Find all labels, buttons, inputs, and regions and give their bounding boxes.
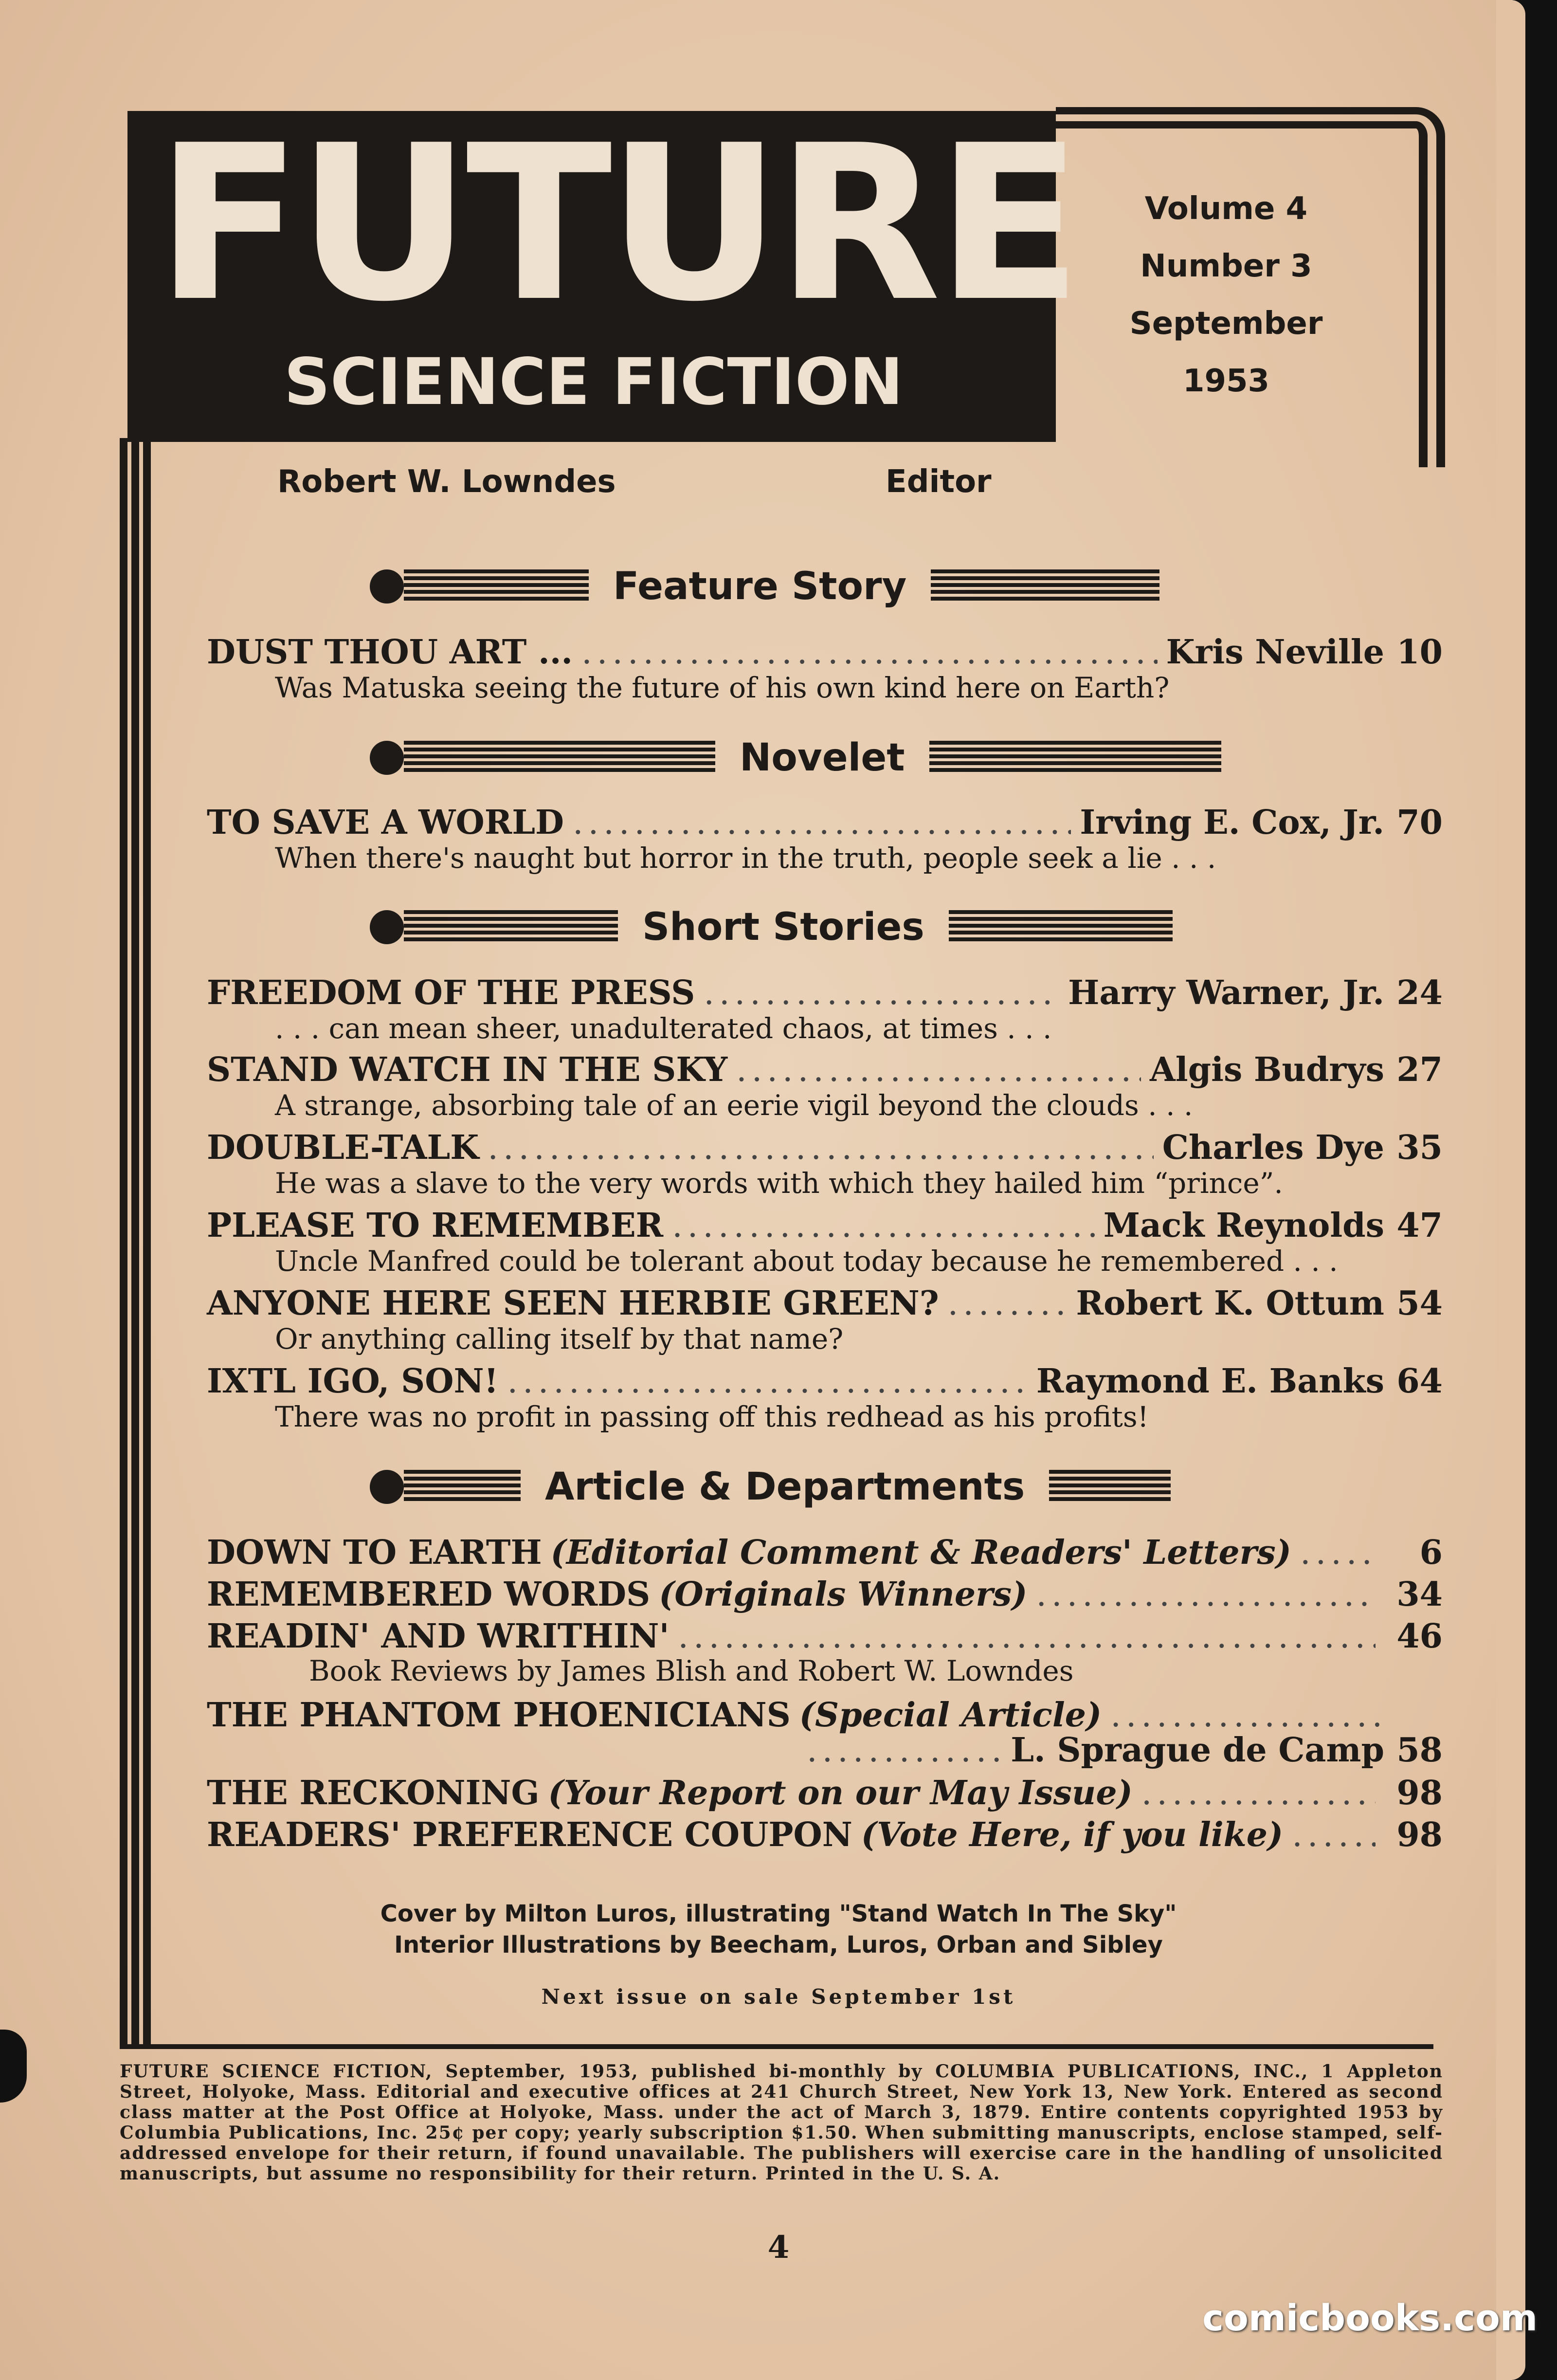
story-author: Robert K. Ottum [1076, 1284, 1384, 1323]
story-author: Raymond E. Banks [1036, 1362, 1384, 1401]
toc-entry[interactable] [207, 633, 1443, 672]
page-number: 98 [1396, 1774, 1443, 1812]
leader-dots [581, 633, 1157, 672]
toc-entry[interactable] [207, 1362, 1443, 1401]
story-title: PLEASE TO REMEMBER [207, 1206, 664, 1245]
dept-note: (Editorial Comment & Readers' Letters) [550, 1533, 1291, 1572]
torn-page-edge [1496, 0, 1525, 2380]
toc-entry[interactable] [207, 803, 1443, 842]
dept-title: THE PHANTOM PHOENICIANS [207, 1696, 791, 1735]
section-title: Article & Departments [545, 1465, 1025, 1509]
page-number: 54 [1396, 1284, 1443, 1323]
dept-title: READERS' PREFERENCE COUPON [207, 1815, 852, 1854]
story-blurb: When there's naught but horror in the truth, people seek a lie . . . [275, 842, 1216, 875]
story-author: Algis Budrys [1149, 1050, 1384, 1089]
section-title: Novelet [740, 736, 905, 780]
frame-left-rule [120, 438, 154, 2044]
story-blurb: He was a slave to the very words with which they hailed him “prince”. [275, 1167, 1283, 1200]
story-title: FREEDOM OF THE PRESS [207, 973, 695, 1012]
toc-entry[interactable] [207, 973, 1443, 1012]
story-blurb: A strange, absorbing tale of an eerie vigil beyond the clouds . . . [275, 1089, 1193, 1122]
leader-dots [1141, 1774, 1376, 1813]
leader-dots [1300, 1534, 1376, 1573]
toc-entry[interactable] [207, 1815, 1443, 1854]
dept-title: READIN' AND WRITHIN' [207, 1617, 670, 1656]
year-label: 1953 [1182, 363, 1270, 399]
leader-dots [736, 1051, 1141, 1090]
dept-title: THE RECKONING [207, 1774, 540, 1812]
page-number: 46 [1396, 1617, 1443, 1656]
leader-dots [488, 1129, 1153, 1168]
cover-credit: Cover by Milton Luros, illustrating "Stand Watch In The Sky" [380, 1900, 1177, 1927]
magazine-title: FUTURE [156, 99, 1078, 348]
page-number: 6 [1419, 1533, 1443, 1572]
toc-entry-continued[interactable] [798, 1731, 1443, 1770]
section-short-stories [370, 905, 1173, 949]
story-title: STAND WATCH IN THE SKY [207, 1050, 728, 1089]
leader-dots [672, 1207, 1095, 1245]
section-stripes [404, 569, 589, 604]
story-blurb: . . . can mean sheer, unadulterated chaos, at times . . . [275, 1012, 1052, 1045]
page-number: 27 [1396, 1050, 1443, 1089]
section-feature-story [370, 565, 1159, 608]
story-author: Charles Dye [1162, 1128, 1384, 1167]
editor-name: Robert W. Lowndes [277, 464, 616, 500]
magazine-subtitle: SCIENCE FICTION [284, 345, 904, 420]
page-number: 24 [1396, 973, 1443, 1012]
story-blurb: There was no profit in passing off this redhead as his profits! [275, 1400, 1149, 1433]
leader-dots [1110, 1696, 1384, 1735]
section-departments [370, 1465, 1171, 1509]
volume-label: Volume 4 [1144, 191, 1308, 227]
issue-info [1090, 180, 1362, 410]
dept-note: (Your Report on our May Issue) [548, 1774, 1133, 1812]
toc-entry[interactable] [207, 1696, 1443, 1735]
toc-entry[interactable] [207, 1617, 1443, 1656]
page-number: 34 [1396, 1575, 1443, 1614]
page-number: 64 [1396, 1362, 1443, 1401]
month-label: September [1129, 306, 1323, 342]
dept-title: DOWN TO EARTH [207, 1533, 542, 1572]
site-watermark: comicbooks.com [1202, 2297, 1538, 2339]
story-author: Kris Neville [1166, 633, 1384, 672]
next-issue-notice: Next issue on sale September 1st [541, 1985, 1016, 2009]
toc-entry[interactable] [207, 1533, 1443, 1572]
leader-dots [948, 1284, 1068, 1323]
section-bullet [370, 741, 404, 775]
section-stripes [949, 910, 1173, 944]
section-title: Short Stories [642, 905, 924, 949]
section-stripes [404, 741, 715, 775]
page-number: 35 [1396, 1128, 1443, 1167]
section-title: Feature Story [613, 565, 907, 608]
toc-entry[interactable] [207, 1206, 1443, 1245]
leader-dots [1036, 1575, 1376, 1614]
story-author: L. Sprague de Camp [1011, 1731, 1384, 1770]
publication-notice: FUTURE SCIENCE FICTION, September, 1953, published bi-monthly by COLUMBIA PUBLICATIONS, INC., 1 Appleton Street, Holyoke, Mass. Editorial and executive offices at 241 Church Street, New York 13, New York. Entered as second class matter at the Post Office at Holyoke, Mass. under the act of March 3, 1879. Entire contents copyrighted 1953 by Columbia Publications, Inc. 25¢ per copy; yearly subscription $1.50. When submitting manuscripts, enclose stamped, self-addressed envelope for their return, if found unavailable. The publishers will exercise care in the handling of unsolicited manuscripts, but assume no responsibility for their return. Printed in the U. S. A. [120, 2061, 1443, 2184]
dept-blurb: Book Reviews by James Blish and Robert W. Lowndes [309, 1654, 1074, 1687]
story-title: DOUBLE-TALK [207, 1128, 479, 1167]
frame-bottom-rule [120, 2044, 1433, 2049]
story-blurb: Or anything calling itself by that name? [275, 1322, 844, 1355]
page-number: 58 [1396, 1731, 1443, 1770]
section-stripes [931, 569, 1159, 604]
toc-entry[interactable] [207, 1128, 1443, 1167]
dept-note: (Special Article) [799, 1696, 1102, 1735]
section-stripes [404, 1470, 521, 1504]
page-number-folio: 4 [767, 2229, 790, 2266]
section-stripes [404, 910, 618, 944]
section-stripes [1049, 1470, 1171, 1504]
leader-dots [507, 1362, 1027, 1401]
page-number: 10 [1396, 633, 1443, 672]
toc-entry[interactable] [207, 1284, 1443, 1323]
dept-note: (Originals Winners) [659, 1575, 1028, 1614]
editor-role: Editor [886, 464, 992, 500]
page-number: 98 [1396, 1815, 1443, 1854]
toc-entry[interactable] [207, 1050, 1443, 1089]
story-title: ANYONE HERE SEEN HERBIE GREEN? [207, 1284, 939, 1323]
page-number: 47 [1396, 1206, 1443, 1245]
story-blurb: Uncle Manfred could be tolerant about today because he remembered . . . [275, 1245, 1338, 1278]
story-author: Mack Reynolds [1103, 1206, 1384, 1245]
story-author: Harry Warner, Jr. [1068, 973, 1384, 1012]
section-bullet [370, 569, 404, 604]
toc-entry[interactable] [207, 1575, 1443, 1614]
leader-dots [678, 1617, 1376, 1656]
leader-dots [1292, 1816, 1376, 1855]
toc-entry[interactable] [207, 1774, 1443, 1812]
section-bullet [370, 1470, 404, 1504]
section-bullet [370, 910, 404, 944]
number-label: Number 3 [1140, 248, 1312, 284]
leader-dots [807, 1731, 1002, 1770]
dept-title: REMEMBERED WORDS [207, 1575, 651, 1614]
story-author: Irving E. Cox, Jr. [1080, 803, 1384, 842]
story-blurb: Was Matuska seeing the future of his own kind here on Earth? [275, 671, 1170, 704]
section-novelet [370, 736, 1221, 780]
story-title: TO SAVE A WORLD [207, 803, 564, 842]
section-stripes [929, 741, 1221, 775]
page-number: 70 [1396, 803, 1443, 842]
story-title: DUST THOU ART ... [207, 633, 573, 672]
leader-dots [573, 804, 1071, 842]
dept-note: (Vote Here, if you like) [861, 1815, 1284, 1854]
leader-dots [704, 974, 1059, 1013]
interior-credit: Interior Illustrations by Beecham, Luros, Orban and Sibley [394, 1931, 1163, 1959]
story-title: IXTL IGO, SON! [207, 1362, 499, 1401]
